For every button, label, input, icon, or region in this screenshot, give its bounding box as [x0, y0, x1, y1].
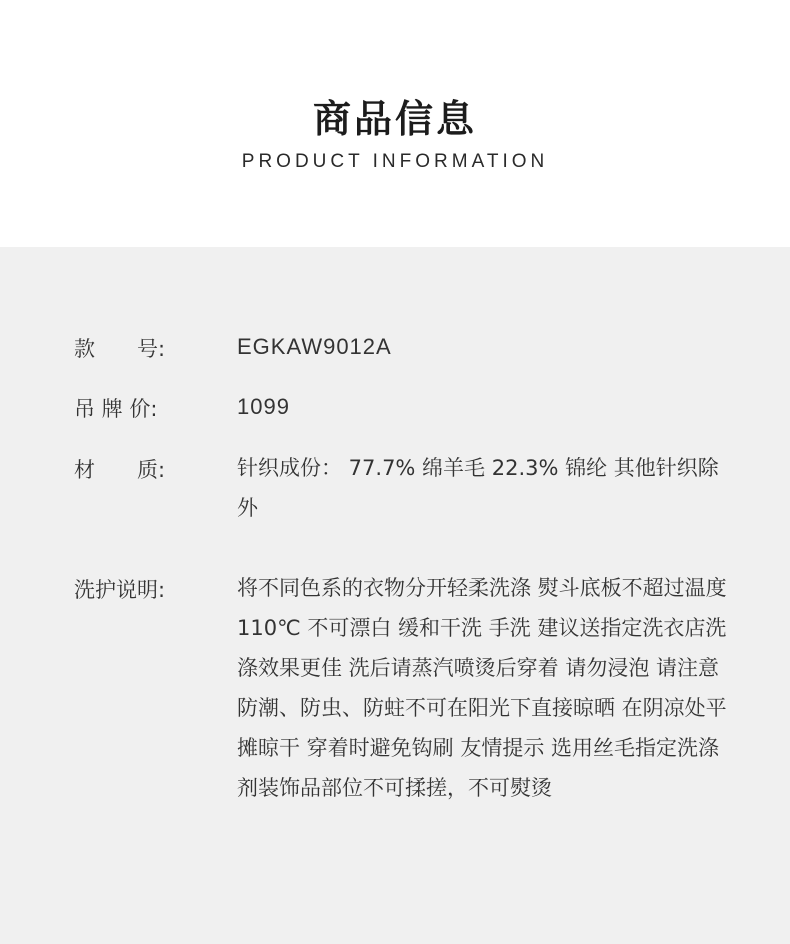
care-instructions-value: 将不同色系的衣物分开轻柔洗涤 熨斗底板不超过温度110℃ 不可漂白 缓和干洗 手洗 建议送指定洗衣店洗涤效果更佳 洗后请蒸汽喷烫后穿着 请勿浸泡 请注意防潮、防虫、防蛀不可在阳光下直接晾晒 在阴凉处平摊晾干 穿着时避免钩刷 友情提示 选用丝毛指定洗涤剂装饰品部位不可揉搓，不可熨烫 — [237, 576, 727, 800]
material-value: 针织成份： 77.7% 绵羊毛 22.3% 锦纶 其他针织除外 — [237, 456, 719, 520]
style-number-value: EGKAW9012A — [237, 334, 392, 359]
tag-price-label: 吊 牌 价: — [74, 397, 158, 421]
product-info-header — [0, 0, 790, 247]
tag-price-value: 1099 — [237, 394, 290, 419]
section-title: 商品信息 — [312, 97, 477, 141]
care-instructions-label: 洗护说明: — [74, 578, 166, 602]
material-label: 材 质: — [74, 458, 166, 482]
style-number-label: 款 号: — [74, 337, 166, 361]
product-details-panel — [0, 247, 790, 944]
section-subtitle: PRODUCT INFORMATION — [241, 151, 549, 172]
